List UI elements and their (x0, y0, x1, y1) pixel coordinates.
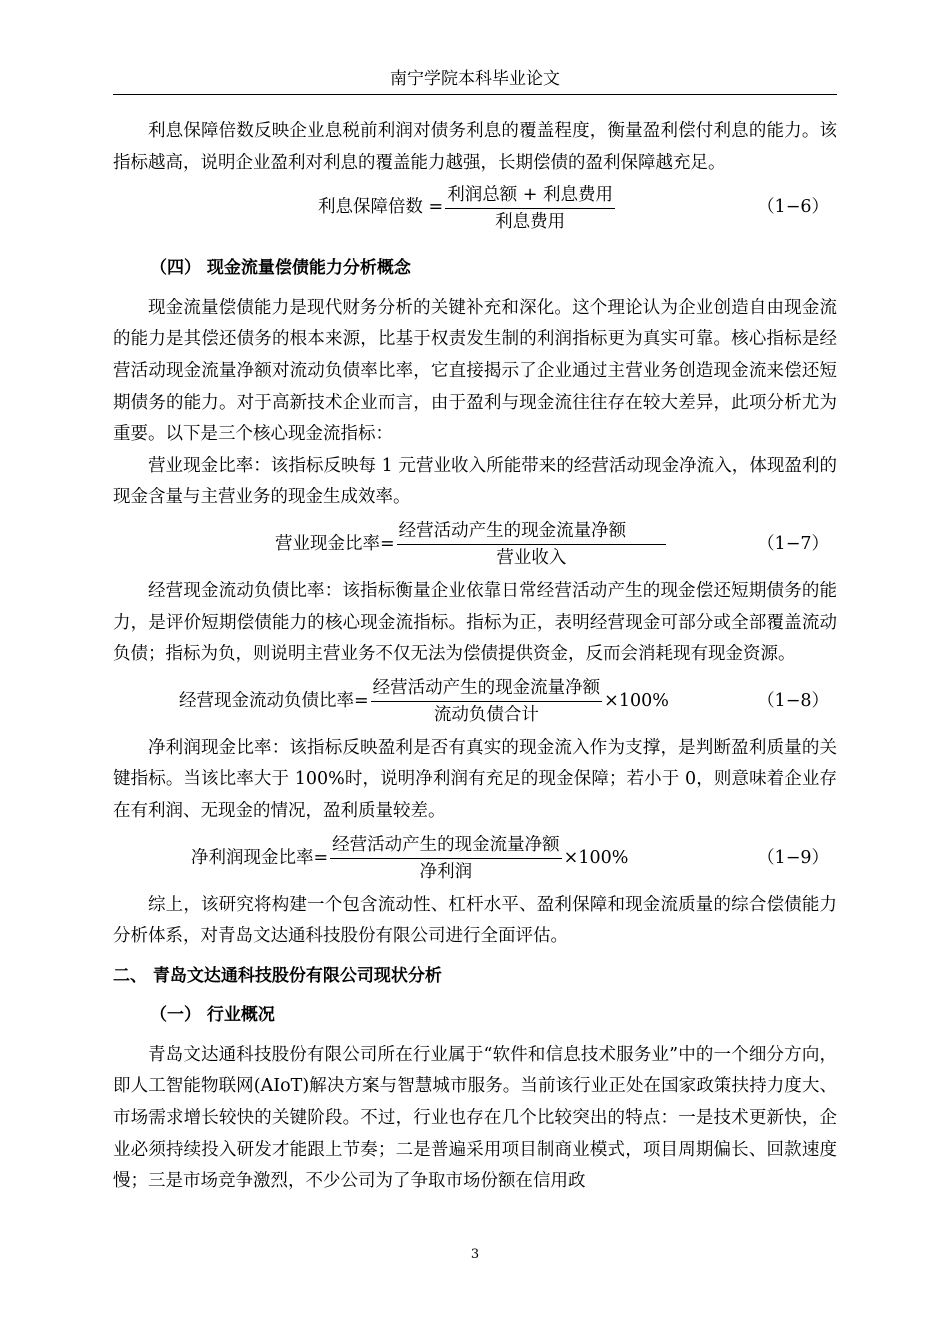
formula-1-7 (113, 514, 837, 576)
formula-1-6 (113, 179, 837, 237)
paragraph-operating-cash-ratio: 营业现金比率：该指标反映每 1 元营业收入所能带来的经营活动现金净流入，体现盈利的现金含量与主营业务的现金生成效率。 (113, 455, 837, 508)
formula-percent: ×100% (563, 847, 629, 868)
numerator: 经营活动产生的现金流量净额 (371, 675, 603, 702)
fraction (443, 182, 617, 235)
numerator: 经营活动产生的现金流量净额 (397, 518, 667, 545)
formula-lhs: 经营现金流动负债比率= (179, 690, 369, 711)
numerator: 经营活动产生的现金流量净额 (330, 832, 562, 859)
formula-1-9 (113, 828, 837, 890)
page-number: 3 (470, 1247, 480, 1262)
paragraph-summary: 综上，该研究将构建一个包含流动性、杠杆水平、盈利保障和现金流质量的综合偿债能力分析体系，对青岛文达通科技股份有限公司进行全面评估。 (113, 894, 837, 947)
chapter-heading-two: 二、 青岛文达通科技股份有限公司现状分析 (113, 965, 442, 986)
denominator: 流动负债合计 (433, 705, 539, 726)
paragraph-cashflow-concept: 现金流量偿债能力是现代财务分析的关键补充和深化。这个理论认为企业创造自由现金流的能力是其偿还债务的根本来源，比基于权责发生制的利润指标更为真实可靠。核心指标是经营活动现金流量净额对流动负债率比率，它直接揭示了企业通过主营业务创造现金流来偿还短期债务的能力。对于高新技术企业而言，由于盈利与现金流往往存在较大差异，此项分析尤为重要。以下是三个核心现金流指标： (113, 297, 837, 445)
fraction (328, 832, 564, 885)
paragraph-cash-current-liability: 经营现金流动负债比率：该指标衡量企业依靠日常经营活动产生的现金偿还短期债务的能力，是评价短期偿债能力的核心现金流指标。指标为正，表明经营现金可部分或全部覆盖流动负债；指标为负，则说明主营业务不仅无法为偿债提供资金，反而会消耗现有现金资源。 (113, 580, 837, 665)
formula-number: （1−8） (757, 690, 829, 711)
formula-number: （1−7） (757, 534, 829, 555)
formula-lhs: 净利润现金比率= (191, 847, 329, 868)
paragraph-industry-overview: 青岛文达通科技股份有限公司所在行业属于“软件和信息技术服务业”中的一个细分方向，即人工智能物联网(AIoT)解决方案与智慧城市服务。当前该行业正处在国家政策扶持力度大、市场需求增长较快的关键阶段。不过，行业也存在几个比较突出的特点：一是技术更新快，企业必须持续投入研发才能跟上节奏；二是普遍采用项目制商业模式，项目周期偏长、回款速度慢；三是市场竞争激烈，不少公司为了争取市场份额在信用政 (113, 1044, 837, 1192)
header-rule (113, 94, 837, 95)
paragraph-net-profit-cash: 净利润现金比率：该指标反映盈利是否有真实的现金流入作为支撑，是判断盈利质量的关键指标。当该比率大于 100%时，说明净利润有充足的现金保障；若小于 0，则意味着企业存在有利润、无现金的情况，盈利质量较差。 (113, 737, 837, 821)
denominator: 净利润 (419, 862, 473, 882)
paragraph-interest-coverage: 利息保障倍数反映企业息税前利润对债务利息的覆盖程度，衡量盈利偿付利息的能力。该指标越高，说明企业盈利对利息的覆盖能力越强，长期偿债的盈利保障越充足。 (113, 121, 837, 173)
formula-percent: ×100% (604, 690, 669, 711)
fraction (369, 675, 605, 728)
formula-number: （1−9） (757, 847, 829, 868)
formula-number: （1−6） (757, 197, 829, 218)
page-body (113, 116, 837, 1198)
formula-lhs: 营业现金比率= (275, 534, 395, 555)
denominator: 营业收入 (496, 548, 567, 569)
formula-lhs: 利息保障倍数 = (318, 197, 444, 218)
formula-1-8 (113, 671, 837, 733)
fraction (395, 518, 669, 571)
running-header: 南宁学院本科毕业论文 (390, 69, 560, 89)
denominator: 利息费用 (495, 211, 566, 232)
section-heading-four: （四） 现金流量偿债能力分析概念 (150, 258, 411, 279)
section-heading-industry: （一） 行业概况 (150, 1005, 275, 1026)
numerator: 利润总额 + 利息费用 (445, 182, 615, 209)
